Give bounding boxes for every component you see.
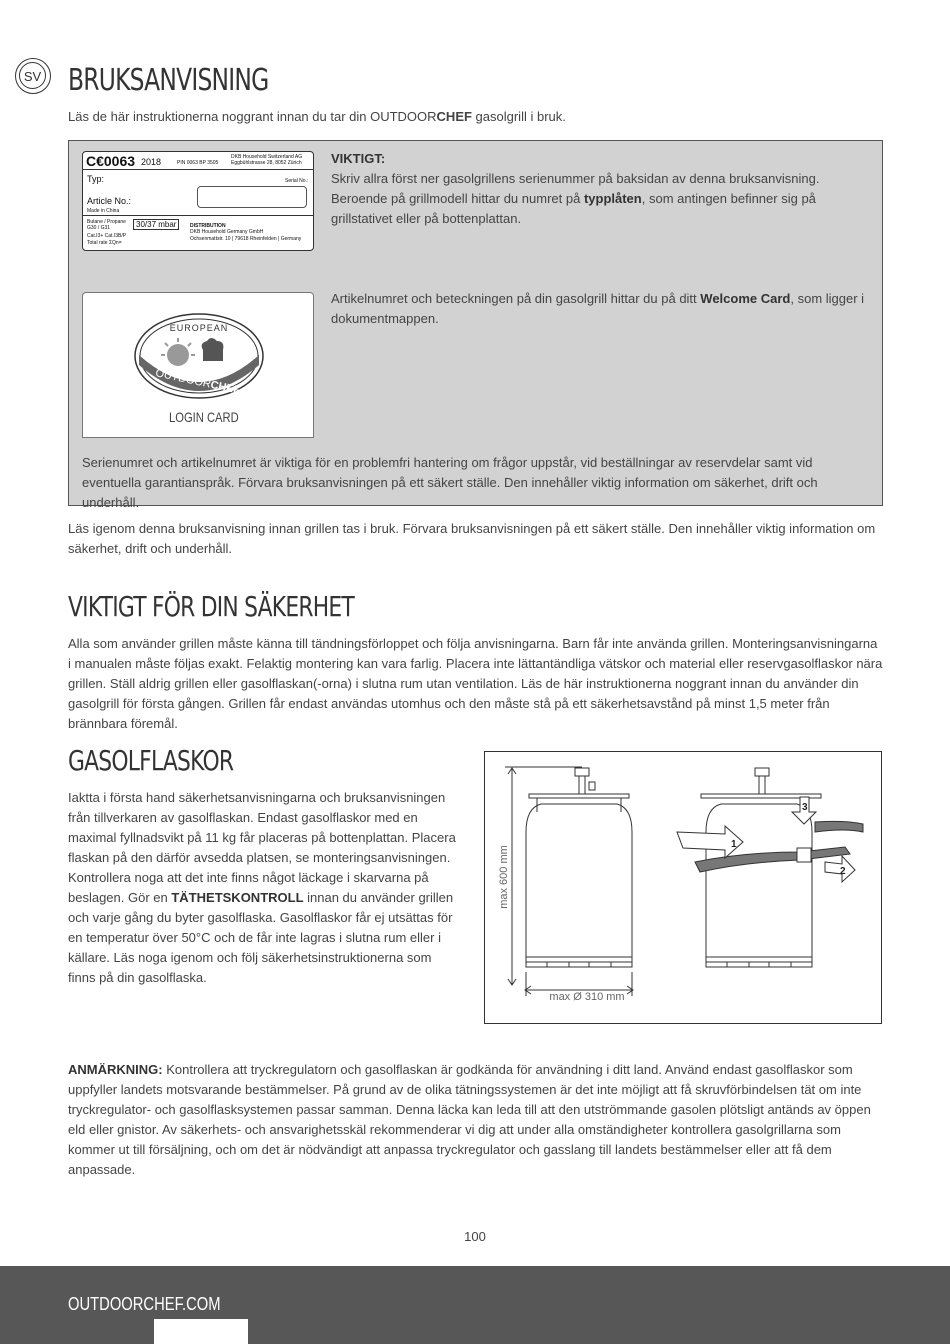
important-label: VIKTIGT: [331,151,386,166]
safety-title: VIKTIGT FÖR DIN SÄKERHET [68,590,354,623]
plate-dist-line1: DKB Household Germany GmbH [190,229,264,235]
article-info: Artikelnumret och beteckningen på din gasolgrill hittar du på ditt Welcome Card, som ligger i dokumentmappen. [331,291,865,326]
footer-url[interactable]: OUTDOORCHEF.COM [68,1294,221,1314]
serial-field [197,186,307,208]
logo-outdoor: OUTDOOR [154,367,212,391]
ce-mark: C€0063 [86,153,136,169]
gas-bottle-diagram [485,752,883,1025]
gas-bottles-title: GASOLFLASKOR [68,744,234,777]
logo-chef: CHEF [209,378,242,397]
page-number: 100 [464,1229,486,1244]
plate-total: Total rate ΣQn= [87,240,122,246]
page-title: BRUKSANVISNING [68,63,269,98]
plate-serial: Serial No.: [285,178,309,184]
plate-gas2: G30 / G31 [87,225,111,231]
gas-bottle-figure [484,751,882,1024]
plate-pin: PIN 0063 BP 3505 [177,160,219,166]
plate-article: Article No.: [87,196,132,206]
language-code: SV [19,62,46,89]
step-3: 3 [802,802,808,813]
width-label: max Ø 310 mm [549,991,625,1003]
language-badge [15,58,51,94]
important-text: Skriv allra först ner gasolgrillens serienummer på baksidan av denna bruksanvisning. Beroende på grillmodell hittar du numret på typplåten, som antingen befinner sig på grillstativet eller på bottenplattan. [331,171,820,226]
plate-made-in: Made in China [87,208,120,214]
intro-text: Läs de här instruktionerna noggrant innan du tar din OUTDOORCHEF gasolgrill i bruk. [68,109,566,124]
plate-gas1: Butane / Propane [87,219,126,225]
plate-company-line1: DKB Household Switzerland AG [231,154,303,160]
step-1: 1 [731,839,737,850]
plate-distribution: DISTRIBUTION [190,223,226,229]
plate-company-line2: Eggbühlstrasse 28, 8052 Zürich [231,160,302,166]
important-note [331,149,871,229]
plate-pressure: 30/37 mbar [133,219,179,230]
login-card-image [82,292,314,438]
height-label: max 600 mm [498,845,510,909]
plate-year: 2018 [141,157,162,167]
plate-typ: Typ: [87,174,105,184]
rating-plate-image [82,151,314,251]
login-card-caption: LOGIN CARD [169,409,239,425]
plate-dist-line2: Ochsenmattstr. 10 | 79618 Rheinfelden | Germany [190,236,302,242]
plate-divider [83,215,313,216]
plate-divider [83,169,313,170]
read-manual-note: Läs igenom denna bruksanvisning innan grillen tas i bruk. Förvara bruksanvisningen på ett säkert ställe. Den innehåller viktig information om säkerhet, drift och underhåll. [68,521,876,556]
footer-tab [154,1319,248,1344]
remark-note: ANMÄRKNING: Kontrollera att tryckregulatorn och gasolflaskan är godkända för användning i ditt land. Använd endast gasolflaskor som uppfyller landets motsvarande bestämmelser. På grund av de olika tätningssystemen är det inte möjligt att få skruvförbindelsen tät om inte tryckregulator- och gasolflasksystemen passar samman. Denna läcka kan leda till att den utströmmande gasolen plötsligt antänds av öppen eld eller gnistor. Av säkerhets- och ansvarighetsskäl rekommenderar vi dig att under alla omständigheter kontrollera gasolgrillarna som kommer ut till försäljning, och om det är nödvändigt att anpassa tryckregulator och gasslang till landets bestämmelser eller att få dem anpassade. [68,1062,871,1177]
gas-bottles-text: Iaktta i första hand säkerhetsanvisningarna och bruksanvisningen från tillverkaren av gasolflaskan. Endast gasolflaskor med en maximal fyllnadsvikt på 11 kg får placeras på bottenplattan. Placera flaskan på den därför avsedda platsen, se monteringsanvisningen. Kontrollera noga att det inte finns något läckage i skarvarna på beslagen. Gör en TÄTHETSKONTROLL innan du använder grillen och varje gång du byter gasolflaska. Gasolflaskor får ej utsättas för en temperatur över 50°C och de får inte lagras i slutna rum eller i källare. Läs noga igenom och följ säkerhetsinstruktionerna som finns på din gasolflaska. [68,790,456,985]
logo-top-text: EUROPEAN [169,323,229,333]
safety-text: Alla som använder grillen måste känna till tändningsförloppet och följa anvisningarna. Barn får inte använda grillen. Monteringsanvisningarna i manualen måste följas exakt. Felaktig montering kan vara farlig. Placera inte lättantändliga vätskor och material eller reservgasolflaskor nära grillen. Ställ aldrig grillen eller gasolflaskan(-orna) i slutna rum utan ventilation. Läs de här instruktionerna noggrant innan du använder din gasolgrill för första gången. Grillen får endast användas utomhus och den måste stå på ett säkerhetsavstånd på minst 1,5 meter från brännbara föremål. [68,636,883,731]
serial-article-note: Serienumret och artikelnumret är viktiga för en problemfri hantering om frågor uppstår, vid beställningar av reservdelar samt vid eventuella garantianspråk. Förvara bruksanvisningen på ett säkert ställe. Den innehåller viktig information om säkerhet, drift och underhåll. [82,455,818,510]
step-2: 2 [840,866,846,877]
plate-cat: Cat.I3+ Cat.I3B/P [87,233,127,239]
